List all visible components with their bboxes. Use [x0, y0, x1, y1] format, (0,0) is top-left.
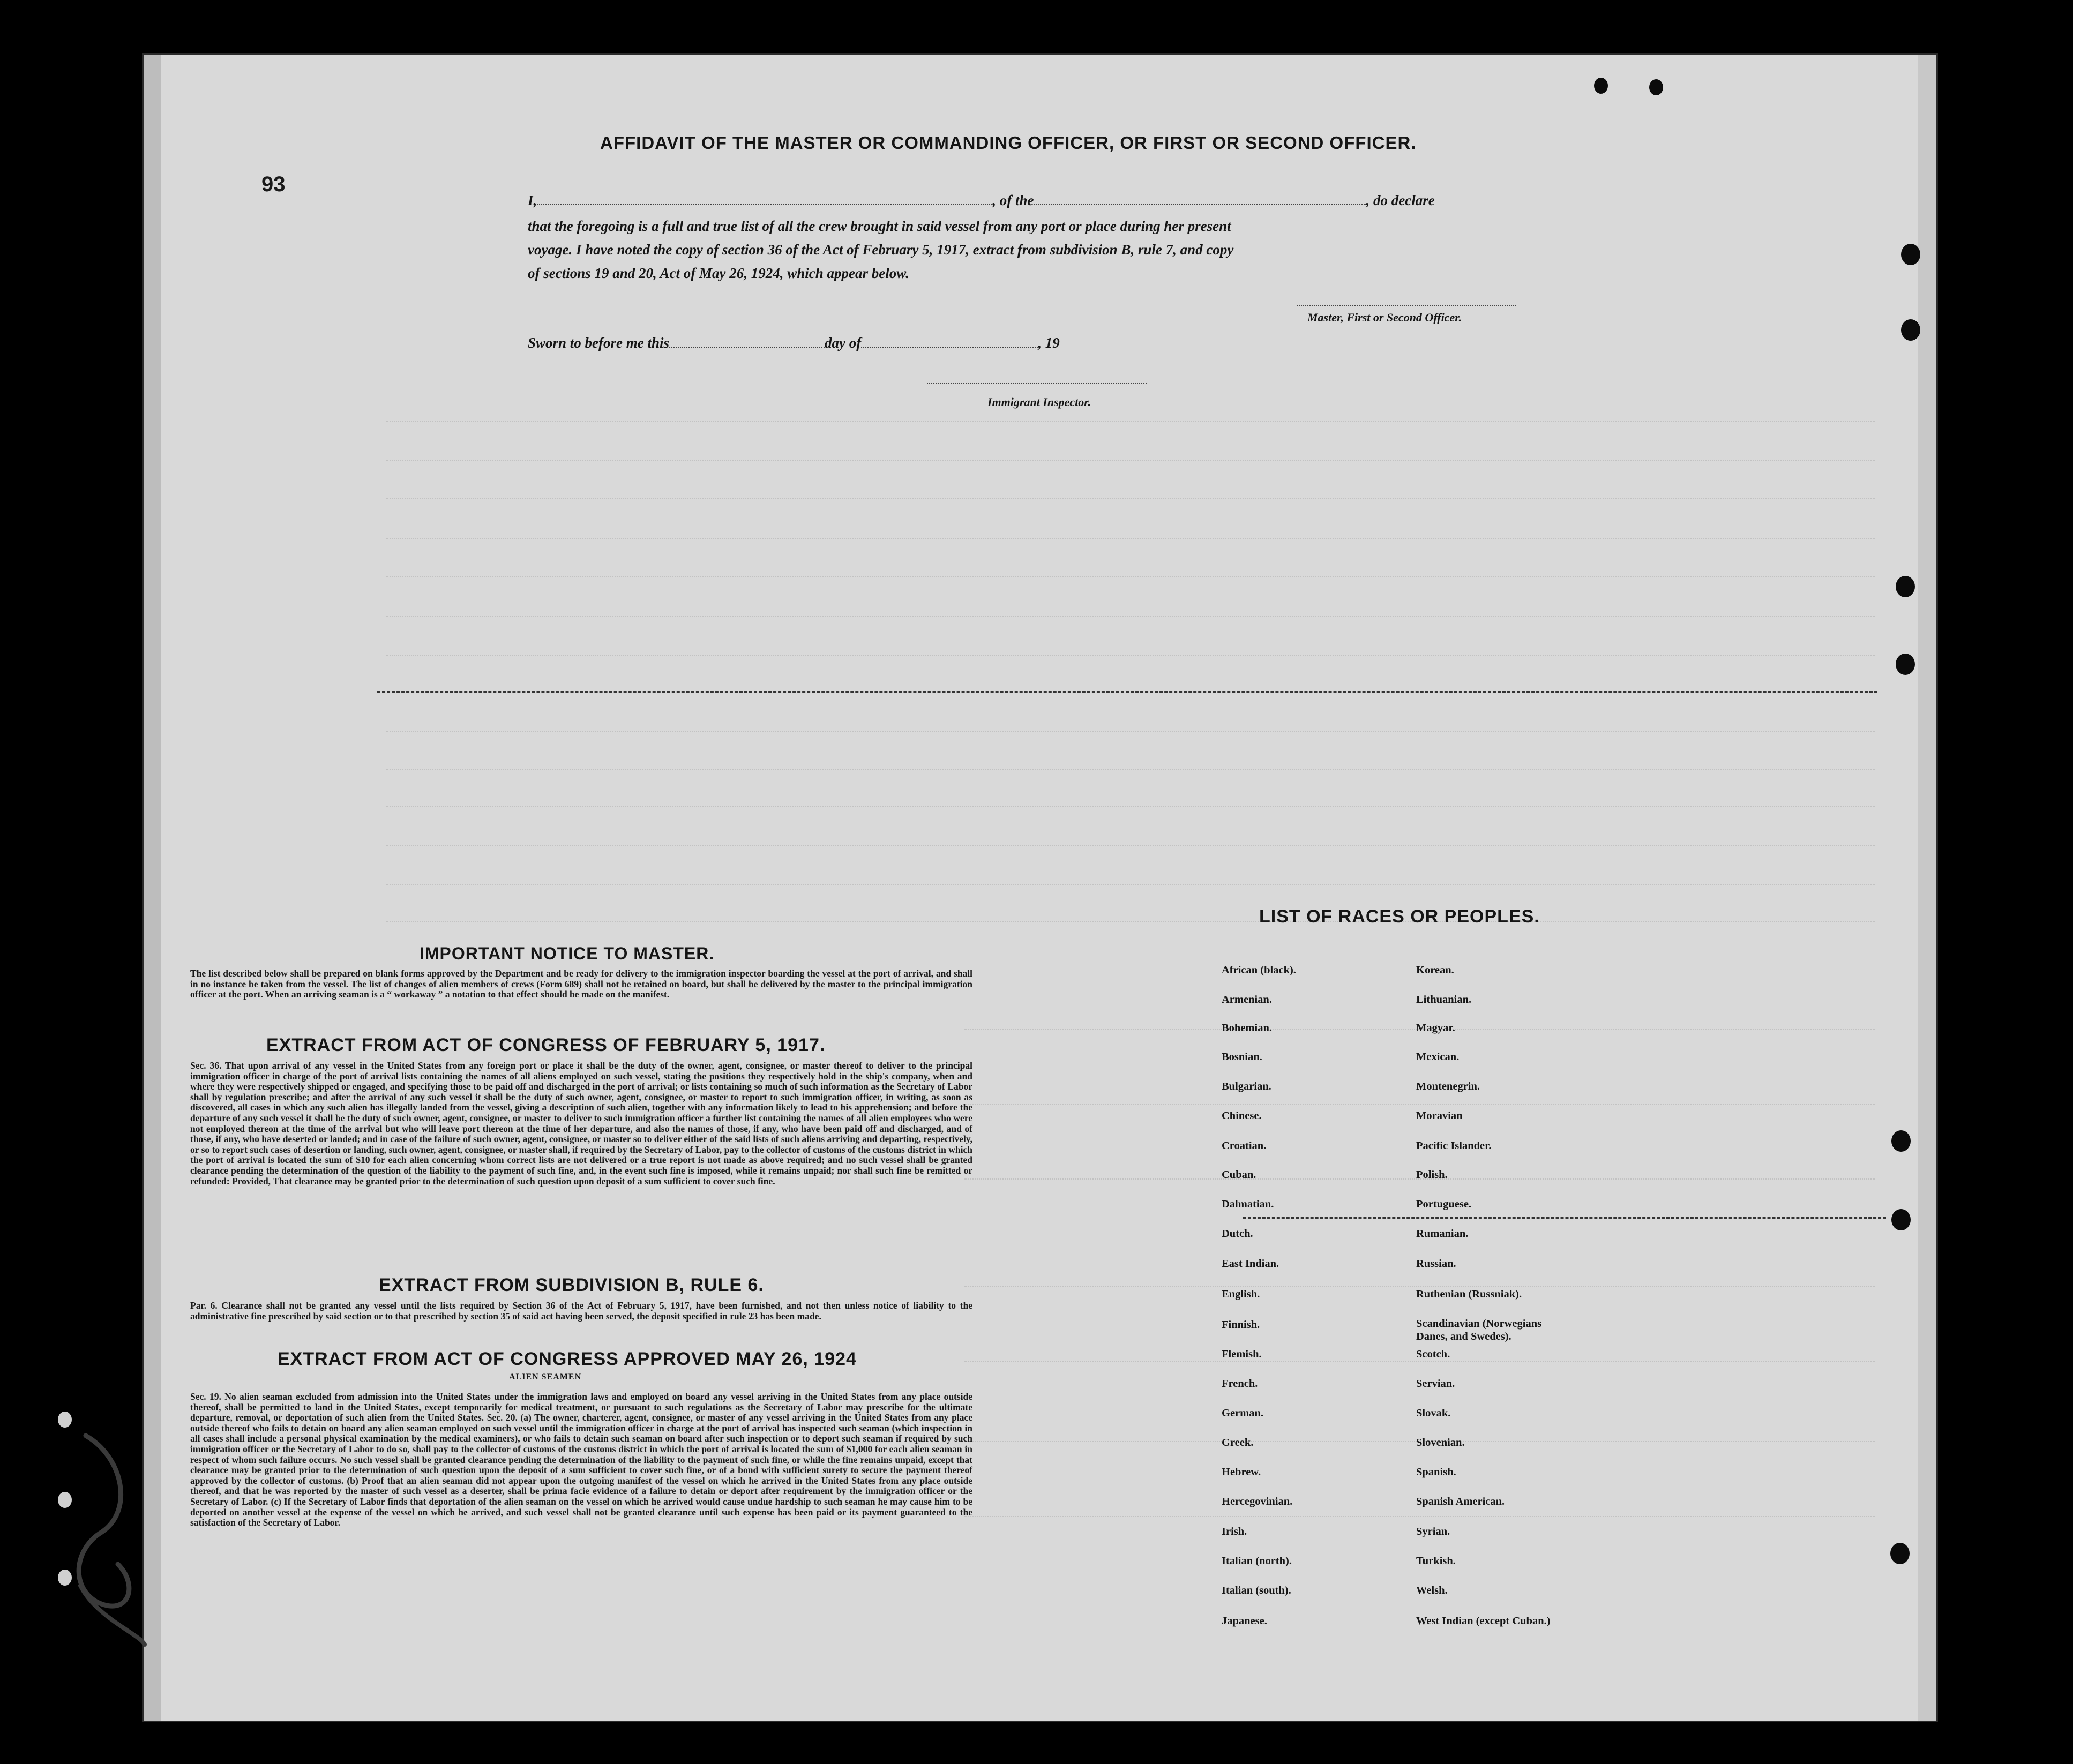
- extract-1917-text: Sec. 36. That upon arrival of any vessel in the United States from any foreign port or place it shall be the duty of the owner, agent, consignee, or master thereof to deliver to the principal immigration officer in charge of the port of arrival lists containing the names of all aliens employed on such vessel, stating the positions they respectively hold in the ship's company, when and where they were respectively shipped or engaged, and specifying those to be paid off and discharged in the port of arrival; or lists containing so much of such information as the Secretary of Labor shall by regulation prescribe; and after the arrival of any such vessel it shall be the duty of such owner, agent, consignee, or master to report to such immigration officer, in writing, as soon as discovered, all cases in which any such alien has illegally landed from the vessel, giving a description of such alien, together with any information likely to lead to his apprehension; and before the departure of any such vessel it shall be the duty of such owner, agent, consignee, or master to deliver to such immigration officer a further list containing the names of all alien employees who were not employed thereon at the time of the arrival but who will leave port thereon at the time of her departure, and also the names of those, if any, who have been paid off and discharged, and of those, if any, who have deserted or landed; and in case of the failure of such owner, agent, consignee, or master so to deliver either of the said lists of such aliens arriving and departing, respectively, or so to report such cases of desertion or landing, such owner, agent, consignee, or master shall, if required by the Secretary of Labor, pay to the collector of customs of the customs district in which the port of arrival is located the sum of $10 for each alien concerning whom correct lists are not delivered or a true report is not made as above required; and no such vessel shall be granted clearance pending the determination of the question of the liability to the payment of such fine, and, in the event such fine is imposed, while it remains unpaid; nor shall such fine be remitted or refunded: Provided, That clearance may be granted prior to the determination of such question upon deposit of a sum sufficient to cover such fine.: [190, 1060, 972, 1187]
- race-item: Korean.: [1416, 964, 1454, 976]
- strike-line: [1243, 1217, 1886, 1219]
- extract-rule6-text: Par. 6. Clearance shall not be granted any vessel until the lists required by Section 36 of the Act of February 5, 1917, have been furnished, and not then unless notice of liability to the administrative fine prescribed by said section or to that prescribed by section 35 of said act having been served, the deposit specified in rule 23 has been made.: [190, 1300, 972, 1322]
- extract-1924-text: Sec. 19. No alien seaman excluded from admission into the United States under the immigration laws and employed on board any vessel arriving in the United States from any place outside thereof, shall be permitted to land in the United States, except temporarily for medical treatment, or pursuant to such regulations as the Secretary of Labor may prescribe for the ultimate departure, removal, or deportation of such alien from the United States. Sec. 20. (a) The owner, charterer, agent, consignee, or master of any vessel arriving in the United States from any place outside thereof who fails to detain on board any alien seaman employed on such vessel until the immigration officer in charge at the port of arrival has inspected such seaman (which inspection in all cases shall include a personal physical examination by the medical examiners), or who fails to detain such seaman on board after such inspection or to deport such seaman if required by such immigration officer or the Secretary of Labor to do so, shall pay to the collector of customs of the customs district in which the port of arrival is located the sum of $1,000 for each alien seaman in respect of whom such failure occurs. No such vessel shall be granted clearance pending the determination of the liability to the payment of such fine, or while the fine remains unpaid, except that clearance may be granted prior to the determination of such question upon the deposit of a sum sufficient to cover such fine, or of a bond with sufficient surety to secure the payment thereof approved by the collector of customs. (b) Proof that an alien seaman did not appear upon the outgoing manifest of the vessel on which he arrived in the United States from any place outside thereof, and that he was reported by the master of such vessel as a deserter, shall be prima facie evidence of a failure to detain or deport after requirement by the immigration officer or the Secretary of Labor. (c) If the Secretary of Labor finds that deportation of the alien seaman on the vessel on which he arrived would cause undue hardship to such seaman he may cause him to be deported on another vessel at the expense of the vessel on which he arrived, and such vessel shall not be granted clearance until such expense has been paid or its payment guaranteed to the satisfaction of the Secretary of Labor.: [190, 1391, 972, 1528]
- race-item: Dutch.: [1222, 1228, 1253, 1240]
- punch-hole-icon: [1896, 654, 1915, 675]
- notice-heading: IMPORTANT NOTICE TO MASTER.: [420, 944, 715, 963]
- race-item: Armenian.: [1222, 994, 1272, 1005]
- race-item: East Indian.: [1222, 1258, 1279, 1270]
- race-item: Flemish.: [1222, 1348, 1262, 1360]
- inspector-label: Immigrant Inspector.: [987, 395, 1091, 409]
- race-item: Polish.: [1416, 1169, 1448, 1181]
- year-prefix: , 19: [1038, 335, 1060, 351]
- race-item: Italian (south).: [1222, 1585, 1291, 1596]
- strike-line: [377, 691, 1877, 693]
- race-item: Croatian.: [1222, 1140, 1267, 1152]
- race-item: Spanish.: [1416, 1466, 1456, 1478]
- extract-rule6-heading: EXTRACT FROM SUBDIVISION B, RULE 6.: [379, 1275, 764, 1295]
- race-item: Greek.: [1222, 1437, 1254, 1448]
- race-item: Turkish.: [1416, 1555, 1456, 1567]
- punch-hole-icon: [1649, 79, 1663, 95]
- punch-hole-icon: [1594, 78, 1608, 94]
- punch-hole-icon: [1896, 576, 1915, 597]
- race-item: French.: [1222, 1378, 1258, 1390]
- sworn-day-blank: [669, 347, 825, 348]
- race-item: Welsh.: [1416, 1585, 1448, 1596]
- page-marker: 93: [261, 172, 286, 196]
- race-item: Russian.: [1416, 1258, 1456, 1270]
- vessel-blank: [1034, 204, 1366, 205]
- races-heading: LIST OF RACES OR PEOPLES.: [1259, 906, 1540, 927]
- affidavit-line-3: voyage. I have noted the copy of section 36 of the Act of February 5, 1917, extract from subdivision B, rule 7, and copy: [528, 242, 1234, 258]
- sworn-line: [528, 331, 1503, 355]
- day-of-text: day of: [825, 335, 862, 351]
- race-item: Cuban.: [1222, 1169, 1256, 1181]
- extract-1924-subheading: ALIEN SEAMEN: [509, 1372, 582, 1382]
- race-item: German.: [1222, 1407, 1263, 1419]
- affidavit-declare: , do declare: [1366, 192, 1435, 208]
- race-item: Bulgarian.: [1222, 1080, 1271, 1092]
- race-item: Mexican.: [1416, 1051, 1460, 1063]
- punch-hole-icon: [1891, 1130, 1911, 1152]
- race-item: Hercegovinian.: [1222, 1496, 1293, 1507]
- affidavit-title: AFFIDAVIT OF THE MASTER OR COMMANDING OFFICER, OR FIRST OR SECOND OFFICER.: [600, 133, 1417, 153]
- race-item: Irish.: [1222, 1526, 1247, 1537]
- race-item: Portuguese.: [1416, 1198, 1472, 1210]
- race-item: English.: [1222, 1288, 1260, 1300]
- race-item: Syrian.: [1416, 1526, 1450, 1537]
- race-item: Montenegrin.: [1416, 1080, 1480, 1092]
- affidavit-line-4: of sections 19 and 20, Act of May 26, 1924, which appear below.: [528, 265, 909, 281]
- punch-hole-icon: [1891, 1209, 1911, 1230]
- sheet-right-edge: [1918, 55, 1936, 1721]
- race-item: Rumanian.: [1416, 1228, 1469, 1240]
- affidavit-i: I,: [528, 192, 537, 208]
- affidavit-line-2: that the foregoing is a full and true list of all the crew brought in said vessel from any port or place during her present: [528, 218, 1231, 234]
- punch-hole-icon: [1890, 1543, 1910, 1564]
- race-item: West Indian (except Cuban.): [1416, 1615, 1551, 1627]
- race-item: Spanish American.: [1416, 1496, 1505, 1507]
- race-item: Moravian: [1416, 1110, 1463, 1122]
- sworn-text: Sworn to before me this: [528, 335, 670, 351]
- extract-1917-heading: EXTRACT FROM ACT OF CONGRESS OF FEBRUARY 5, 1917.: [266, 1035, 826, 1055]
- sworn-month-blank: [861, 347, 1038, 348]
- race-item: Slovenian.: [1416, 1437, 1465, 1448]
- race-item: Hebrew.: [1222, 1466, 1261, 1478]
- race-item: Chinese.: [1222, 1110, 1262, 1122]
- affidavit-of-the: , of the: [992, 192, 1034, 208]
- name-blank: [537, 204, 992, 205]
- race-item: Bosnian.: [1222, 1051, 1262, 1063]
- notice-text: The list described below shall be prepared on blank forms approved by the Department and be ready for delivery to the immigration inspector boarding the vessel at the port of arrival, and shall in no instance be taken from the vessel. The list of changes of alien members of crews (Form 689) shall not be retained on board, but shall be delivered by the master to the principal immigration officer at the port. When an arriving seaman is a “ workaway ” a notation to that effect should be made on the manifest.: [190, 968, 972, 1000]
- race-item: Slovak.: [1416, 1407, 1451, 1419]
- punch-hole-icon: [1901, 319, 1920, 341]
- race-item: Scotch.: [1416, 1348, 1450, 1360]
- race-item: African (black).: [1222, 964, 1296, 976]
- race-item: Ruthenian (Russniak).: [1416, 1288, 1522, 1300]
- race-item: Finnish.: [1222, 1319, 1260, 1331]
- affidavit-line-1: [528, 189, 1503, 212]
- handwriting-scribble: [64, 1425, 161, 1650]
- race-item: Servian.: [1416, 1378, 1455, 1390]
- master-signature-line: [1297, 305, 1516, 306]
- race-item: Japanese.: [1222, 1615, 1267, 1627]
- race-item: Lithuanian.: [1416, 994, 1472, 1005]
- race-item: Italian (north).: [1222, 1555, 1292, 1567]
- race-item: Dalmatian.: [1222, 1198, 1274, 1210]
- race-item: Bohemian.: [1222, 1022, 1272, 1034]
- extract-1924-heading: EXTRACT FROM ACT OF CONGRESS APPROVED MAY 26, 1924: [278, 1349, 857, 1369]
- punch-hole-icon: [1901, 244, 1920, 265]
- inspector-signature-line: [927, 383, 1147, 384]
- race-item: Magyar.: [1416, 1022, 1455, 1034]
- race-item: Scandinavian (Norwegians: [1416, 1318, 1542, 1330]
- race-item: Danes, and Swedes).: [1416, 1331, 1511, 1342]
- race-item: Pacific Islander.: [1416, 1140, 1492, 1152]
- master-signature-label: Master, First or Second Officer.: [1307, 311, 1462, 324]
